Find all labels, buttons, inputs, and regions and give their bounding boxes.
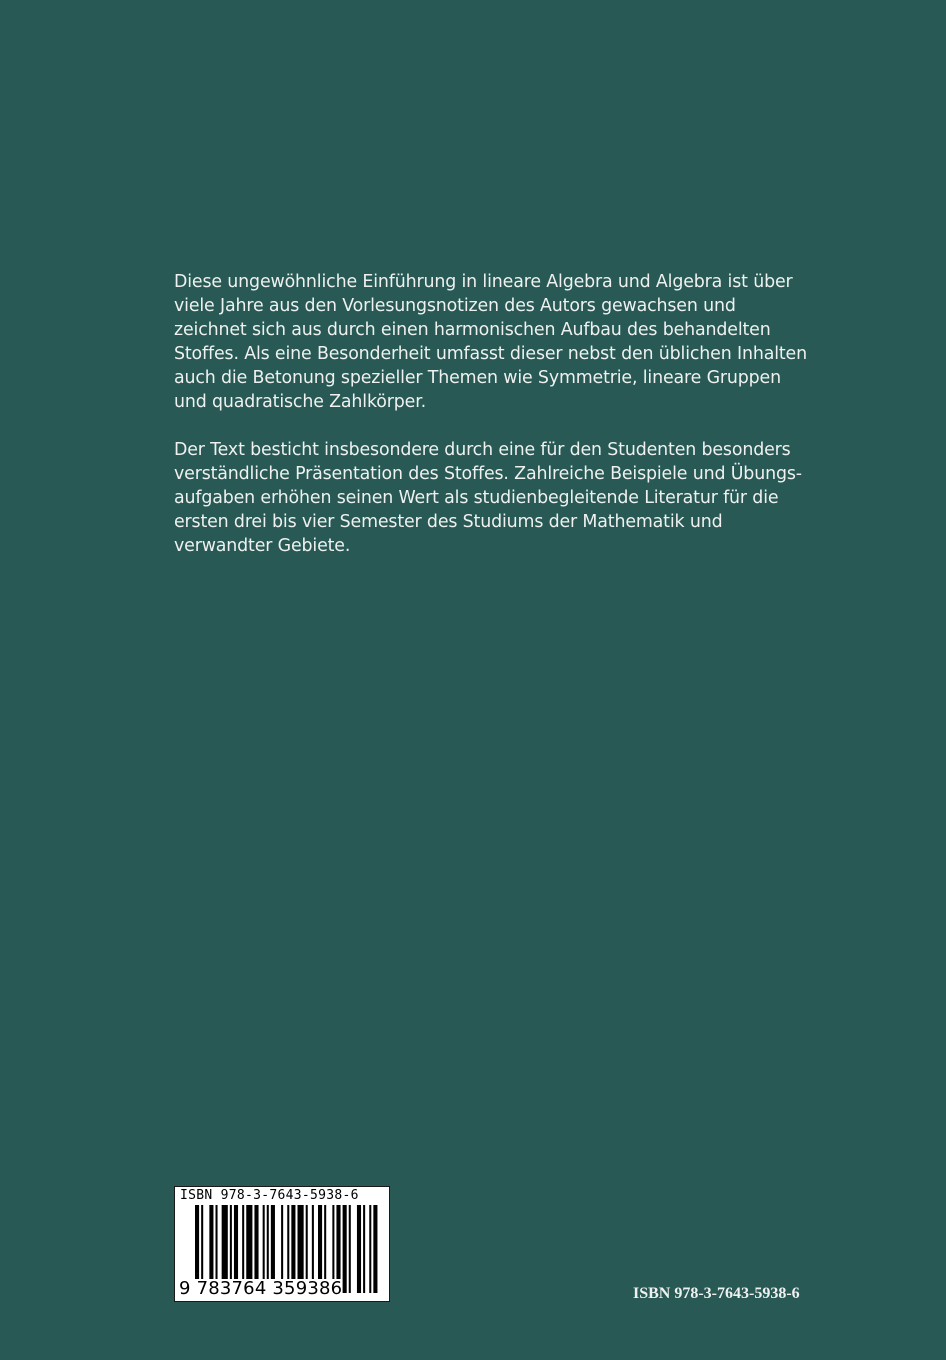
barcode-digits: 9 783764 359386: [179, 1278, 343, 1299]
barcode-bar: [357, 1205, 361, 1293]
back-cover-blurb: [174, 270, 829, 582]
barcode-bar: [343, 1205, 347, 1293]
barcode-isbn-label: ISBN 978-3-7643-5938-6: [180, 1188, 359, 1203]
isbn-footer: ISBN 978-3-7643-5938-6: [633, 1285, 800, 1302]
blurb-paragraph-1: Diese ungewöhnliche Einführung in lineare Algebra und Algebra ist über viele Jahre aus den Vorlesungsnotizen des Autors gewachsen und zeichnet sich aus durch einen harmonischen Aufbau des behandelten Stoffes. Als eine Besonderheit umfasst dieser nebst den üblichen Inhalten auch die Betonung spezieller Themen wie Symmetrie, lineare Gruppen und quadratische Zahlkörper.: [174, 272, 807, 412]
barcode-bar: [373, 1205, 377, 1293]
blurb-paragraph-2: Der Text besticht insbesondere durch eine für den Studenten besonders verständliche Präsentation des Stoffes. Zahlreiche Beispiele und Übungs- aufgaben erhöhen seinen Wert als studienbegleitende Literatur für die ersten drei bis vier Semester des Studiums der Mathematik und verwandter Gebiete.: [174, 440, 802, 556]
barcode-bar: [369, 1205, 371, 1293]
barcode-bar: [349, 1205, 351, 1293]
barcode-bar: [363, 1205, 365, 1293]
isbn-barcode: [174, 1186, 390, 1302]
